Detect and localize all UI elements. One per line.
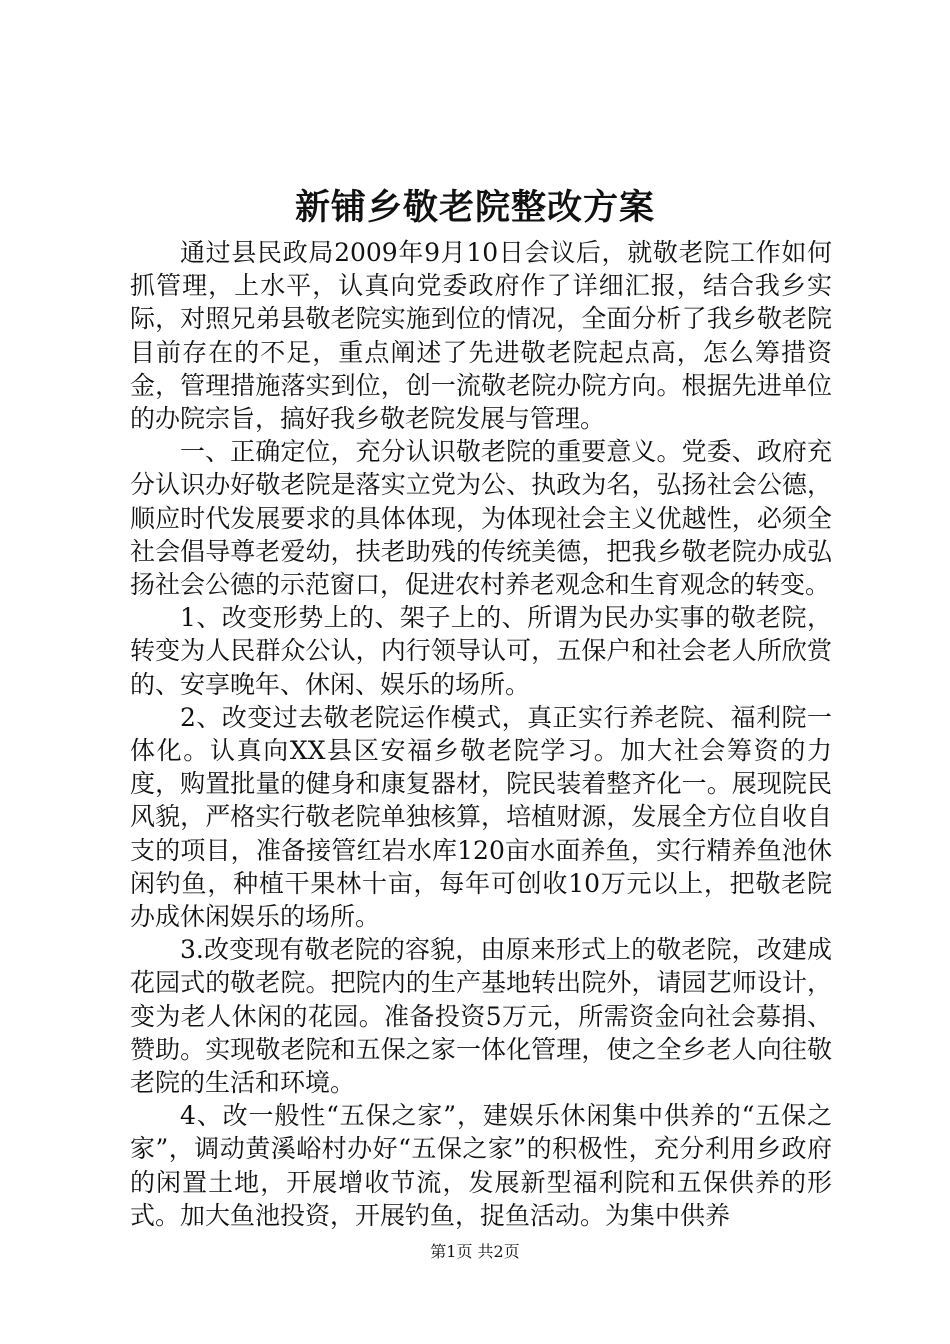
paragraph-item-3: 3.改变现有敬老院的容貌，由原来形式上的敬老院，改建成花园式的敬老院。把院内的生产基地转出院外，请园艺师设计，变为老人休闲的花园。准备投资5万元，所需资金向社会募捐、赞助。实现敬老院和五保之家一体化管理，使之全乡老人向往敬老院的生活和环境。 [130, 935, 832, 1098]
document-body [130, 236, 832, 1232]
paragraph-item-1: 1、改变形势上的、架子上的、所谓为民办实事的敬老院，转变为人民群众公认，内行领导认可，五保户和社会老人所欣赏的、安享晚年、休闲、娱乐的场所。 [130, 603, 832, 699]
document-title: 新铺乡敬老院整改方案 [294, 187, 655, 228]
page-number-footer: 第1页 共2页 [430, 1242, 520, 1261]
paragraph-item-4: 4、改一般性“五保之家”，建娱乐休闲集中供养的“五保之家”，调动黄溪峪村办好“五保之家”的积极性，充分利用乡政府的闲置土地，开展增收节流，发展新型福利院和五保供养的形式。加大鱼池投资，开展钓鱼，捉鱼活动。为集中供养 [130, 1101, 832, 1230]
paragraph-item-2: 2、改变过去敬老院运作模式，真正实行养老院、福利院一体化。认真向XX县区安福乡敬老院学习。加大社会筹资的力度，购置批量的健身和康复器材，院民装着整齐化一。展现院民风貌，严格实行敬老院单独核算，培植财源，发展全方位自收自支的项目，准备接管红岩水库120亩水面养鱼，实行精养鱼池休闲钓鱼，种植干果林十亩，每年可创收10万元以上，把敬老院办成休闲娱乐的场所。 [130, 702, 832, 932]
paragraph-section-one: 一、正确定位，充分认识敬老院的重要意义。党委、政府充分认识办好敬老院是落实立党为公、执政为名，弘扬社会公德，顺应时代发展要求的具体体现，为体现社会主义优越性，必须全社会倡导尊老爱幼，扶老助残的传统美德，把我乡敬老院办成弘扬社会公德的示范窗口，促进农村养老观念和生育观念的转变。 [130, 437, 832, 600]
paragraph-intro: 通过县民政局2009年9月10日会议后，就敬老院工作如何抓管理，上水平，认真向党委政府作了详细汇报，结合我乡实际，对照兄弟县敬老院实施到位的情况，全面分析了我乡敬老院目前存在的不足，重点阐述了先进敬老院起点高，怎么筹措资金，管理措施落实到位，创一流敬老院办院方向。根据先进单位的办院宗旨，搞好我乡敬老院发展与管理。 [130, 238, 832, 434]
